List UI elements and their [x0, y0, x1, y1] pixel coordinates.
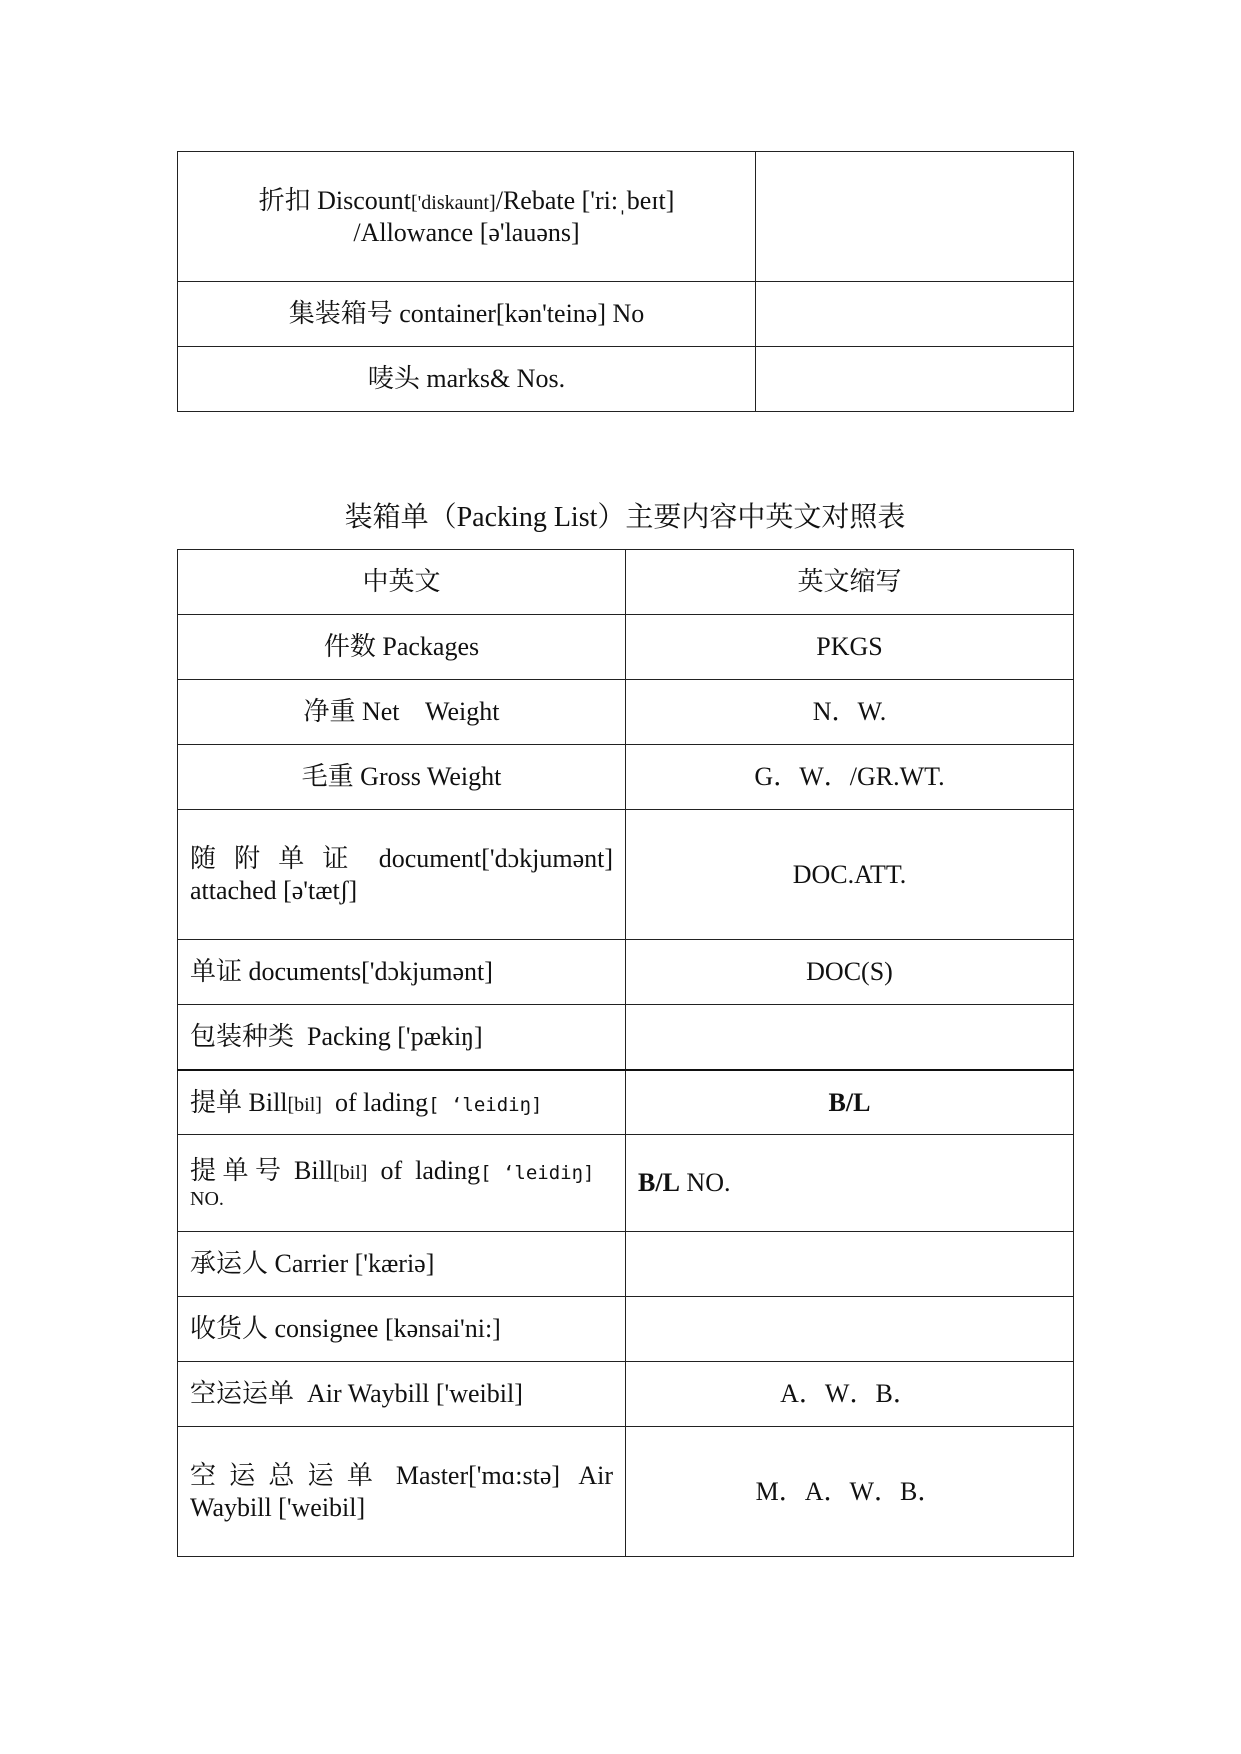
table-row	[178, 1232, 1074, 1297]
term-en: /Rebate ['ri:ˌbeɪt]	[495, 186, 675, 216]
term-cell: 唛头 marks& Nos.	[178, 347, 756, 412]
term-ipa: [bil]	[287, 1093, 322, 1116]
abbr-cell: G．W．/GR.WT.	[626, 745, 1074, 810]
table-row	[178, 745, 1074, 810]
table-row	[178, 1427, 1074, 1557]
table-row	[178, 1297, 1074, 1362]
abbr-cell: M．A．W．B．	[626, 1427, 1074, 1557]
term-cell: 集装箱号 container[kən'teinə] No	[178, 282, 756, 347]
abbr-cell: N．W.	[626, 680, 1074, 745]
term-part: 提单 Bill	[190, 1087, 288, 1117]
abbr-rest: NO.	[679, 1168, 731, 1198]
term-zh: 折扣	[258, 186, 311, 216]
term-suffix: NO.	[190, 1187, 224, 1210]
abbr-cell: A．W．B．	[626, 1362, 1074, 1427]
abbr-cell	[756, 152, 1074, 282]
term-line1: 随 附 单 证 document['dɔkjumənt]	[190, 844, 613, 874]
term-cell: 收货人 consignee [kənsai'ni:]	[178, 1297, 626, 1362]
term-ipa: [ ‘leidiŋ]	[480, 1162, 595, 1185]
table-row	[178, 1362, 1074, 1427]
term-cell: 件数 Packages	[178, 615, 626, 680]
term-cell	[178, 1427, 626, 1557]
table-row	[178, 1135, 1074, 1232]
abbr-cell	[626, 1135, 1074, 1232]
term-en: Discount	[317, 186, 412, 216]
term-cell	[178, 1070, 626, 1135]
term-cell: 单证 documents['dɔkjumənt]	[178, 940, 626, 1005]
term-cell: 毛重 Gross Weight	[178, 745, 626, 810]
abbr-cell	[756, 347, 1074, 412]
term-ipa: ['diskaunt]	[411, 192, 496, 215]
table-row	[178, 282, 1074, 347]
abbr-cell: B/L	[626, 1070, 1074, 1135]
table-row	[178, 1070, 1074, 1135]
table-row	[178, 152, 1074, 282]
term-cell	[178, 810, 626, 940]
header-cell-chinese-english: 中英文	[178, 550, 626, 615]
abbr-cell	[626, 1232, 1074, 1297]
term-cell	[178, 1135, 626, 1232]
abbr-cell	[626, 1297, 1074, 1362]
table-row	[178, 347, 1074, 412]
term-ipa: [ ‘leidiŋ]	[428, 1093, 543, 1116]
term-cell: 承运人 Carrier ['kæriə]	[178, 1232, 626, 1297]
terms-table-continued	[177, 151, 1074, 412]
term-part: 提 单 号 Bill	[190, 1156, 334, 1186]
term-line1: 空 运 总 运 单 Master['mɑ:stə] Air	[190, 1461, 613, 1491]
abbr-cell	[626, 1005, 1074, 1070]
term-cell: 净重 Net Weight	[178, 680, 626, 745]
term-cell: 包装种类 Packing ['pækiŋ]	[178, 1005, 626, 1070]
table-row	[178, 615, 1074, 680]
abbr-cell	[756, 282, 1074, 347]
term-part: of lading	[367, 1156, 481, 1186]
packing-list-table	[177, 549, 1074, 1557]
abbr-cell: DOC(S)	[626, 940, 1074, 1005]
table-row	[178, 810, 1074, 940]
table-row	[178, 1005, 1074, 1070]
abbr-cell: PKGS	[626, 615, 1074, 680]
table-row	[178, 680, 1074, 745]
section-title: 装箱单（Packing List）主要内容中英文对照表	[344, 502, 906, 533]
header-cell-abbreviation: 英文缩写	[626, 550, 1074, 615]
term-line2: attached [ə'tætʃ]	[190, 875, 358, 905]
term-en-line2: /Allowance [ə'lauəns]	[353, 217, 580, 247]
abbr-bold: B/L	[638, 1168, 680, 1198]
term-ipa: [bil]	[333, 1162, 368, 1185]
term-part: of lading	[321, 1087, 429, 1117]
term-line2: Waybill ['weibil]	[190, 1492, 366, 1522]
table-header-row	[178, 550, 1074, 615]
term-cell	[178, 152, 756, 282]
term-cell: 空运运单 Air Waybill ['weibil]	[178, 1362, 626, 1427]
abbr-cell: DOC.ATT.	[626, 810, 1074, 940]
table-row	[178, 940, 1074, 1005]
